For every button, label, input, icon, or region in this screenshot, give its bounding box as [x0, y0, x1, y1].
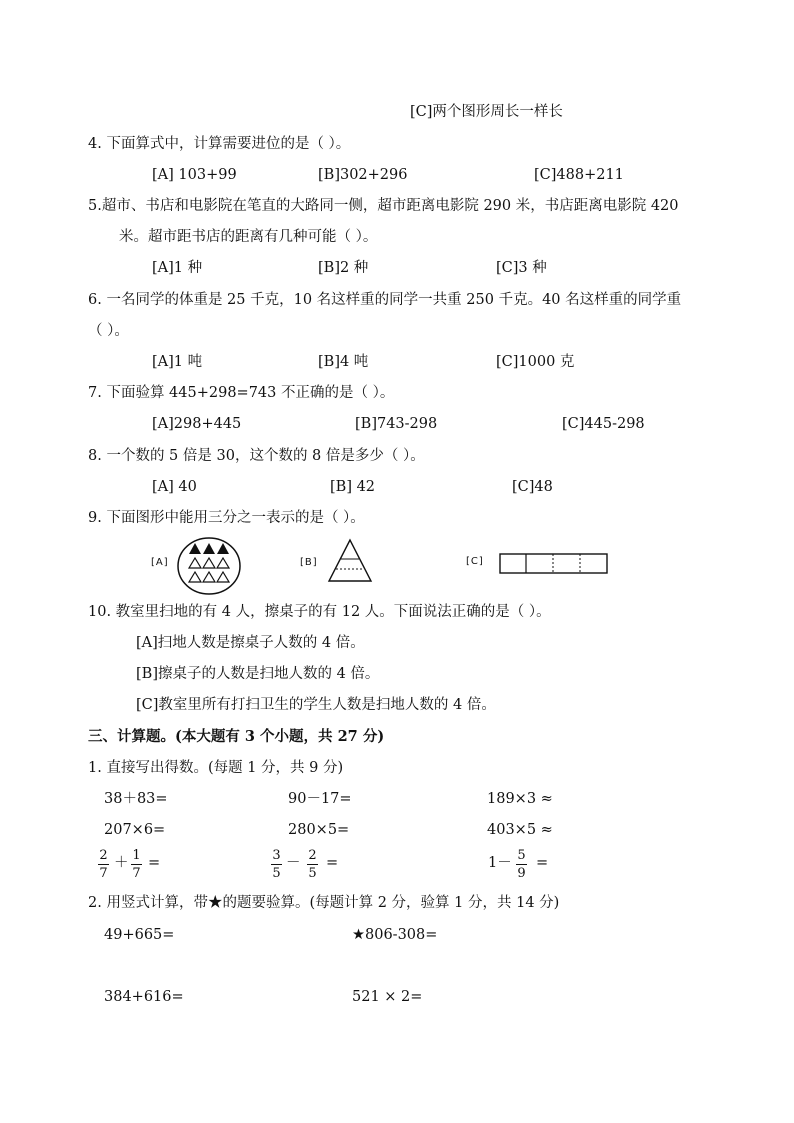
part-2-title: 2. 用竖式计算，带★的题要验算。(每题计算 2 分，验算 1 分，共 14 分): [88, 895, 560, 911]
q9-figure-circle-triangles: [175, 536, 243, 596]
q10-option-a: [A]扫地人数是擦桌子人数的 4 倍。: [136, 635, 365, 651]
q5-stem-line1: 5.超市、书店和电影院在笔直的大路同一侧，超市距离电影院 290 米，书店距离电影院 420: [88, 198, 679, 214]
equals: =: [536, 855, 549, 871]
q9-label-b: [B]: [300, 557, 318, 568]
q8-option-b: [B] 42: [330, 479, 376, 495]
vertical-calc-4: 521 × 2=: [352, 989, 423, 1005]
q4-stem: 4. 下面算式中，计算需要进位的是（ ）。: [88, 136, 351, 152]
q8-option-c: [C]48: [512, 479, 553, 495]
vertical-calc-1: 49+665=: [104, 927, 175, 943]
calc-6: 403×5 ≈: [487, 822, 553, 838]
part-1-title: 1. 直接写出得数。(每题 1 分，共 9 分): [88, 760, 344, 776]
q5-option-b: [B]2 种: [318, 260, 369, 276]
vertical-calc-2: ★806-308=: [352, 927, 438, 943]
q8-option-a: [A] 40: [152, 479, 197, 495]
numerator: 1: [132, 848, 141, 863]
q10-option-b: [B]擦桌子的人数是扫地人数的 4 倍。: [136, 666, 380, 682]
numerator: 2: [308, 848, 317, 863]
section-3-title: 三、计算题。(本大题有 3 个小题，共 27 分): [88, 728, 385, 745]
q6-stem-line1: 6. 一名同学的体重是 25 千克，10 名这样重的同学一共重 250 千克。40 名这样重的同学重: [88, 292, 682, 308]
operator: ＋: [114, 855, 129, 871]
fraction: [271, 848, 282, 881]
q10-option-c: [C]教室里所有打扫卫生的学生人数是扫地人数的 4 倍。: [136, 697, 496, 713]
fraction: [98, 848, 109, 881]
q7-stem: 7. 下面验算 445+298=743 不正确的是（ ）。: [88, 385, 395, 401]
equals: =: [148, 855, 161, 871]
q4-option-c: [C]488+211: [534, 167, 624, 183]
q9-figure-rectangle: [499, 552, 609, 576]
operator: －: [286, 855, 301, 871]
calc-1: 38＋83=: [104, 791, 168, 807]
fraction: [131, 848, 142, 881]
q6-option-a: [A]1 吨: [152, 354, 203, 370]
calc-2: 90－17=: [288, 791, 352, 807]
q4-option-a: [A] 103+99: [152, 167, 237, 183]
q7-option-c: [C]445-298: [562, 416, 645, 432]
numerator: 3: [272, 848, 281, 863]
denominator: 5: [308, 866, 317, 881]
q8-stem: 8. 一个数的 5 倍是 30，这个数的 8 倍是多少（ ）。: [88, 448, 425, 464]
calc-5: 280×5=: [288, 822, 350, 838]
q10-stem: 10. 教室里扫地的有 4 人，擦桌子的有 12 人。下面说法正确的是（ ）。: [88, 604, 551, 620]
q5-stem-line2: 米。超市距书店的距离有几种可能（ ）。: [119, 229, 378, 245]
q7-option-b: [B]743-298: [355, 416, 438, 432]
q5-option-c: [C]3 种: [496, 260, 547, 276]
whole-minus: 1－: [488, 855, 512, 871]
denominator: 7: [132, 866, 141, 881]
denominator: 7: [99, 866, 108, 881]
fraction: [307, 848, 318, 881]
vertical-calc-3: 384+616=: [104, 989, 184, 1005]
q9-figure-triangle: [326, 538, 374, 584]
fraction: [516, 848, 527, 881]
equals: =: [326, 855, 339, 871]
denominator: 9: [517, 866, 526, 881]
q9-label-c: [C]: [466, 556, 484, 567]
calc-4: 207×6=: [104, 822, 166, 838]
q7-option-a: [A]298+445: [152, 416, 242, 432]
q9-label-a: [A]: [151, 557, 169, 568]
q5-option-a: [A]1 种: [152, 260, 203, 276]
q4-option-b: [B]302+296: [318, 167, 408, 183]
q6-option-b: [B]4 吨: [318, 354, 369, 370]
q3-option-c: [C]两个图形周长一样长: [410, 104, 563, 120]
q6-stem-line2: （ ）。: [88, 323, 129, 339]
denominator: 5: [272, 866, 281, 881]
numerator: 5: [517, 848, 526, 863]
numerator: 2: [99, 848, 108, 863]
calc-3: 189×3 ≈: [487, 791, 553, 807]
q6-option-c: [C]1000 克: [496, 354, 575, 370]
q9-stem: 9. 下面图形中能用三分之一表示的是（ ）。: [88, 510, 365, 526]
